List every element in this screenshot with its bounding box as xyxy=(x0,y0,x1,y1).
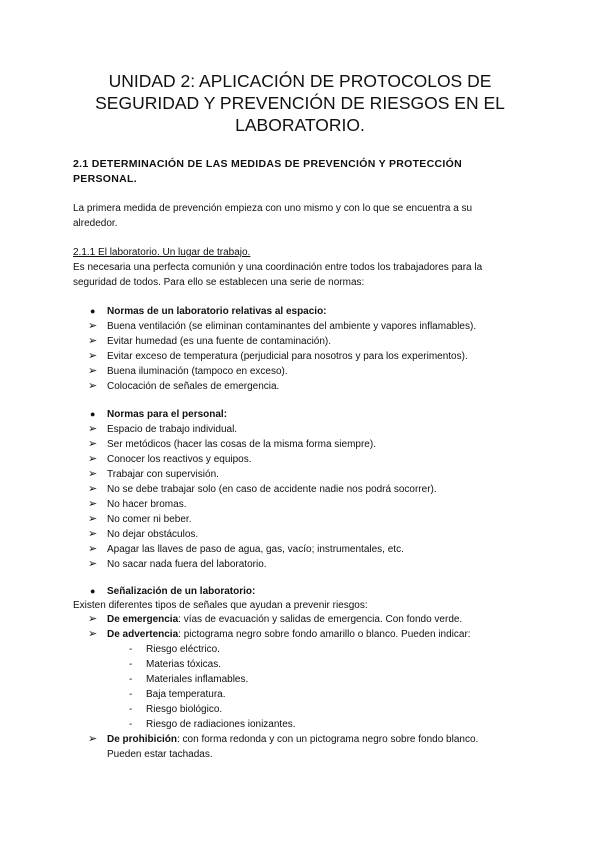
advertencia-item: Materias tóxicas. xyxy=(146,659,222,670)
group2-item: No dejar obstáculos. xyxy=(107,529,199,540)
arrow-icon: ➢ xyxy=(88,733,98,745)
group2-item: Apagar las llaves de paso de agua, gas, vacío; instrumentales, etc. xyxy=(107,544,404,555)
sign-advertencia xyxy=(107,627,471,642)
advertencia-item: Materiales inflamables. xyxy=(146,674,249,685)
sign-emergencia-text: : vías de evacuación y salidas de emergencia. Con fondo verde. xyxy=(178,614,463,625)
arrow-icon: ➢ xyxy=(88,438,98,450)
sign-emergencia xyxy=(107,612,462,627)
arrow-icon: ➢ xyxy=(88,320,98,332)
group1-item: Buena ventilación (se eliminan contaminantes del ambiente y vapores inflamables). xyxy=(107,321,477,332)
dash-icon: - xyxy=(129,689,133,700)
arrow-icon: ➢ xyxy=(88,380,98,392)
group2-item: No se debe trabajar solo (en caso de accidente nadie nos podrá socorrer). xyxy=(107,484,437,495)
arrow-icon: ➢ xyxy=(88,350,98,362)
arrow-icon: ➢ xyxy=(88,365,98,377)
subsection-paragraph xyxy=(73,260,543,290)
intro-paragraph xyxy=(73,201,543,231)
dash-icon: - xyxy=(129,644,133,655)
bullet-icon: ● xyxy=(90,409,96,419)
document-title xyxy=(60,70,540,136)
group3-intro: Existen diferentes tipos de señales que ayudan a prevenir riesgos: xyxy=(73,600,368,611)
arrow-icon: ➢ xyxy=(88,453,98,465)
arrow-icon: ➢ xyxy=(88,423,98,435)
title-line: LABORATORIO. xyxy=(235,115,365,135)
subsection-line: Es necesaria una perfecta comunión y una coordinación entre todos los trabajadores para la xyxy=(73,262,483,273)
group1-item: Evitar humedad (es una fuente de contaminación). xyxy=(107,336,332,347)
group3-heading: Señalización de un laboratorio: xyxy=(107,586,256,597)
advertencia-item: Riesgo biológico. xyxy=(146,704,223,715)
group2-item: Trabajar con supervisión. xyxy=(107,469,219,480)
group2-heading: Normas para el personal: xyxy=(107,409,228,420)
advertencia-item: Riesgo eléctrico. xyxy=(146,644,220,655)
arrow-icon: ➢ xyxy=(88,528,98,540)
section-title xyxy=(73,157,533,187)
group1-item: Buena iluminación (tampoco en exceso). xyxy=(107,366,288,377)
sign-prohibicion-line2: Pueden estar tachadas. xyxy=(107,749,213,760)
bullet-icon: ● xyxy=(90,586,96,596)
dash-icon: - xyxy=(129,659,133,670)
dash-icon: - xyxy=(129,674,133,685)
group2-item: No comer ni beber. xyxy=(107,514,192,525)
arrow-icon: ➢ xyxy=(88,468,98,480)
sign-advertencia-label: De advertencia xyxy=(107,629,179,640)
sign-prohibicion xyxy=(107,732,478,747)
arrow-icon: ➢ xyxy=(88,543,98,555)
arrow-icon: ➢ xyxy=(88,335,98,347)
arrow-icon: ➢ xyxy=(88,513,98,525)
section-title-line: PERSONAL. xyxy=(73,173,137,185)
sign-emergencia-label: De emergencia xyxy=(107,614,179,625)
group2-item: No sacar nada fuera del laboratorio. xyxy=(107,559,267,570)
dash-icon: - xyxy=(129,719,133,730)
advertencia-item: Riesgo de radiaciones ionizantes. xyxy=(146,719,296,730)
title-line: UNIDAD 2: APLICACIÓN DE PROTOCOLOS DE xyxy=(108,71,492,91)
title-line: SEGURIDAD Y PREVENCIÓN DE RIESGOS EN EL xyxy=(95,93,505,113)
arrow-icon: ➢ xyxy=(88,498,98,510)
arrow-icon: ➢ xyxy=(88,558,98,570)
section-title-line: 2.1 DETERMINACIÓN DE LAS MEDIDAS DE PREVENCIÓN Y PROTECCIÓN xyxy=(73,158,462,170)
subsection-title: 2.1.1 El laboratorio. Un lugar de trabajo. xyxy=(73,247,251,258)
intro-line: alrededor. xyxy=(73,218,118,229)
group1-heading: Normas de un laboratorio relativas al espacio: xyxy=(107,306,327,317)
group2-item: Conocer los reactivos y equipos. xyxy=(107,454,252,465)
arrow-icon: ➢ xyxy=(88,613,98,625)
dash-icon: - xyxy=(129,704,133,715)
sign-prohibicion-text: : con forma redonda y con un pictograma negro sobre fondo blanco. xyxy=(177,734,479,745)
arrow-icon: ➢ xyxy=(88,483,98,495)
bullet-icon: ● xyxy=(90,306,96,316)
sign-prohibicion-label: De prohibición xyxy=(107,734,177,745)
group2-item: Ser metódicos (hacer las cosas de la misma forma siempre). xyxy=(107,439,376,450)
group1-item: Colocación de señales de emergencia. xyxy=(107,381,280,392)
subsection-line: seguridad de todos. Para ello se establecen una serie de normas: xyxy=(73,277,365,288)
arrow-icon: ➢ xyxy=(88,628,98,640)
advertencia-item: Baja temperatura. xyxy=(146,689,226,700)
group2-item: No hacer bromas. xyxy=(107,499,187,510)
group2-item: Espacio de trabajo individual. xyxy=(107,424,238,435)
sign-advertencia-text: : pictograma negro sobre fondo amarillo o blanco. Pueden indicar: xyxy=(178,629,471,640)
group1-item: Evitar exceso de temperatura (perjudicial para nosotros y para los experimentos). xyxy=(107,351,468,362)
intro-line: La primera medida de prevención empieza con uno mismo y con lo que se encuentra a su xyxy=(73,203,473,214)
